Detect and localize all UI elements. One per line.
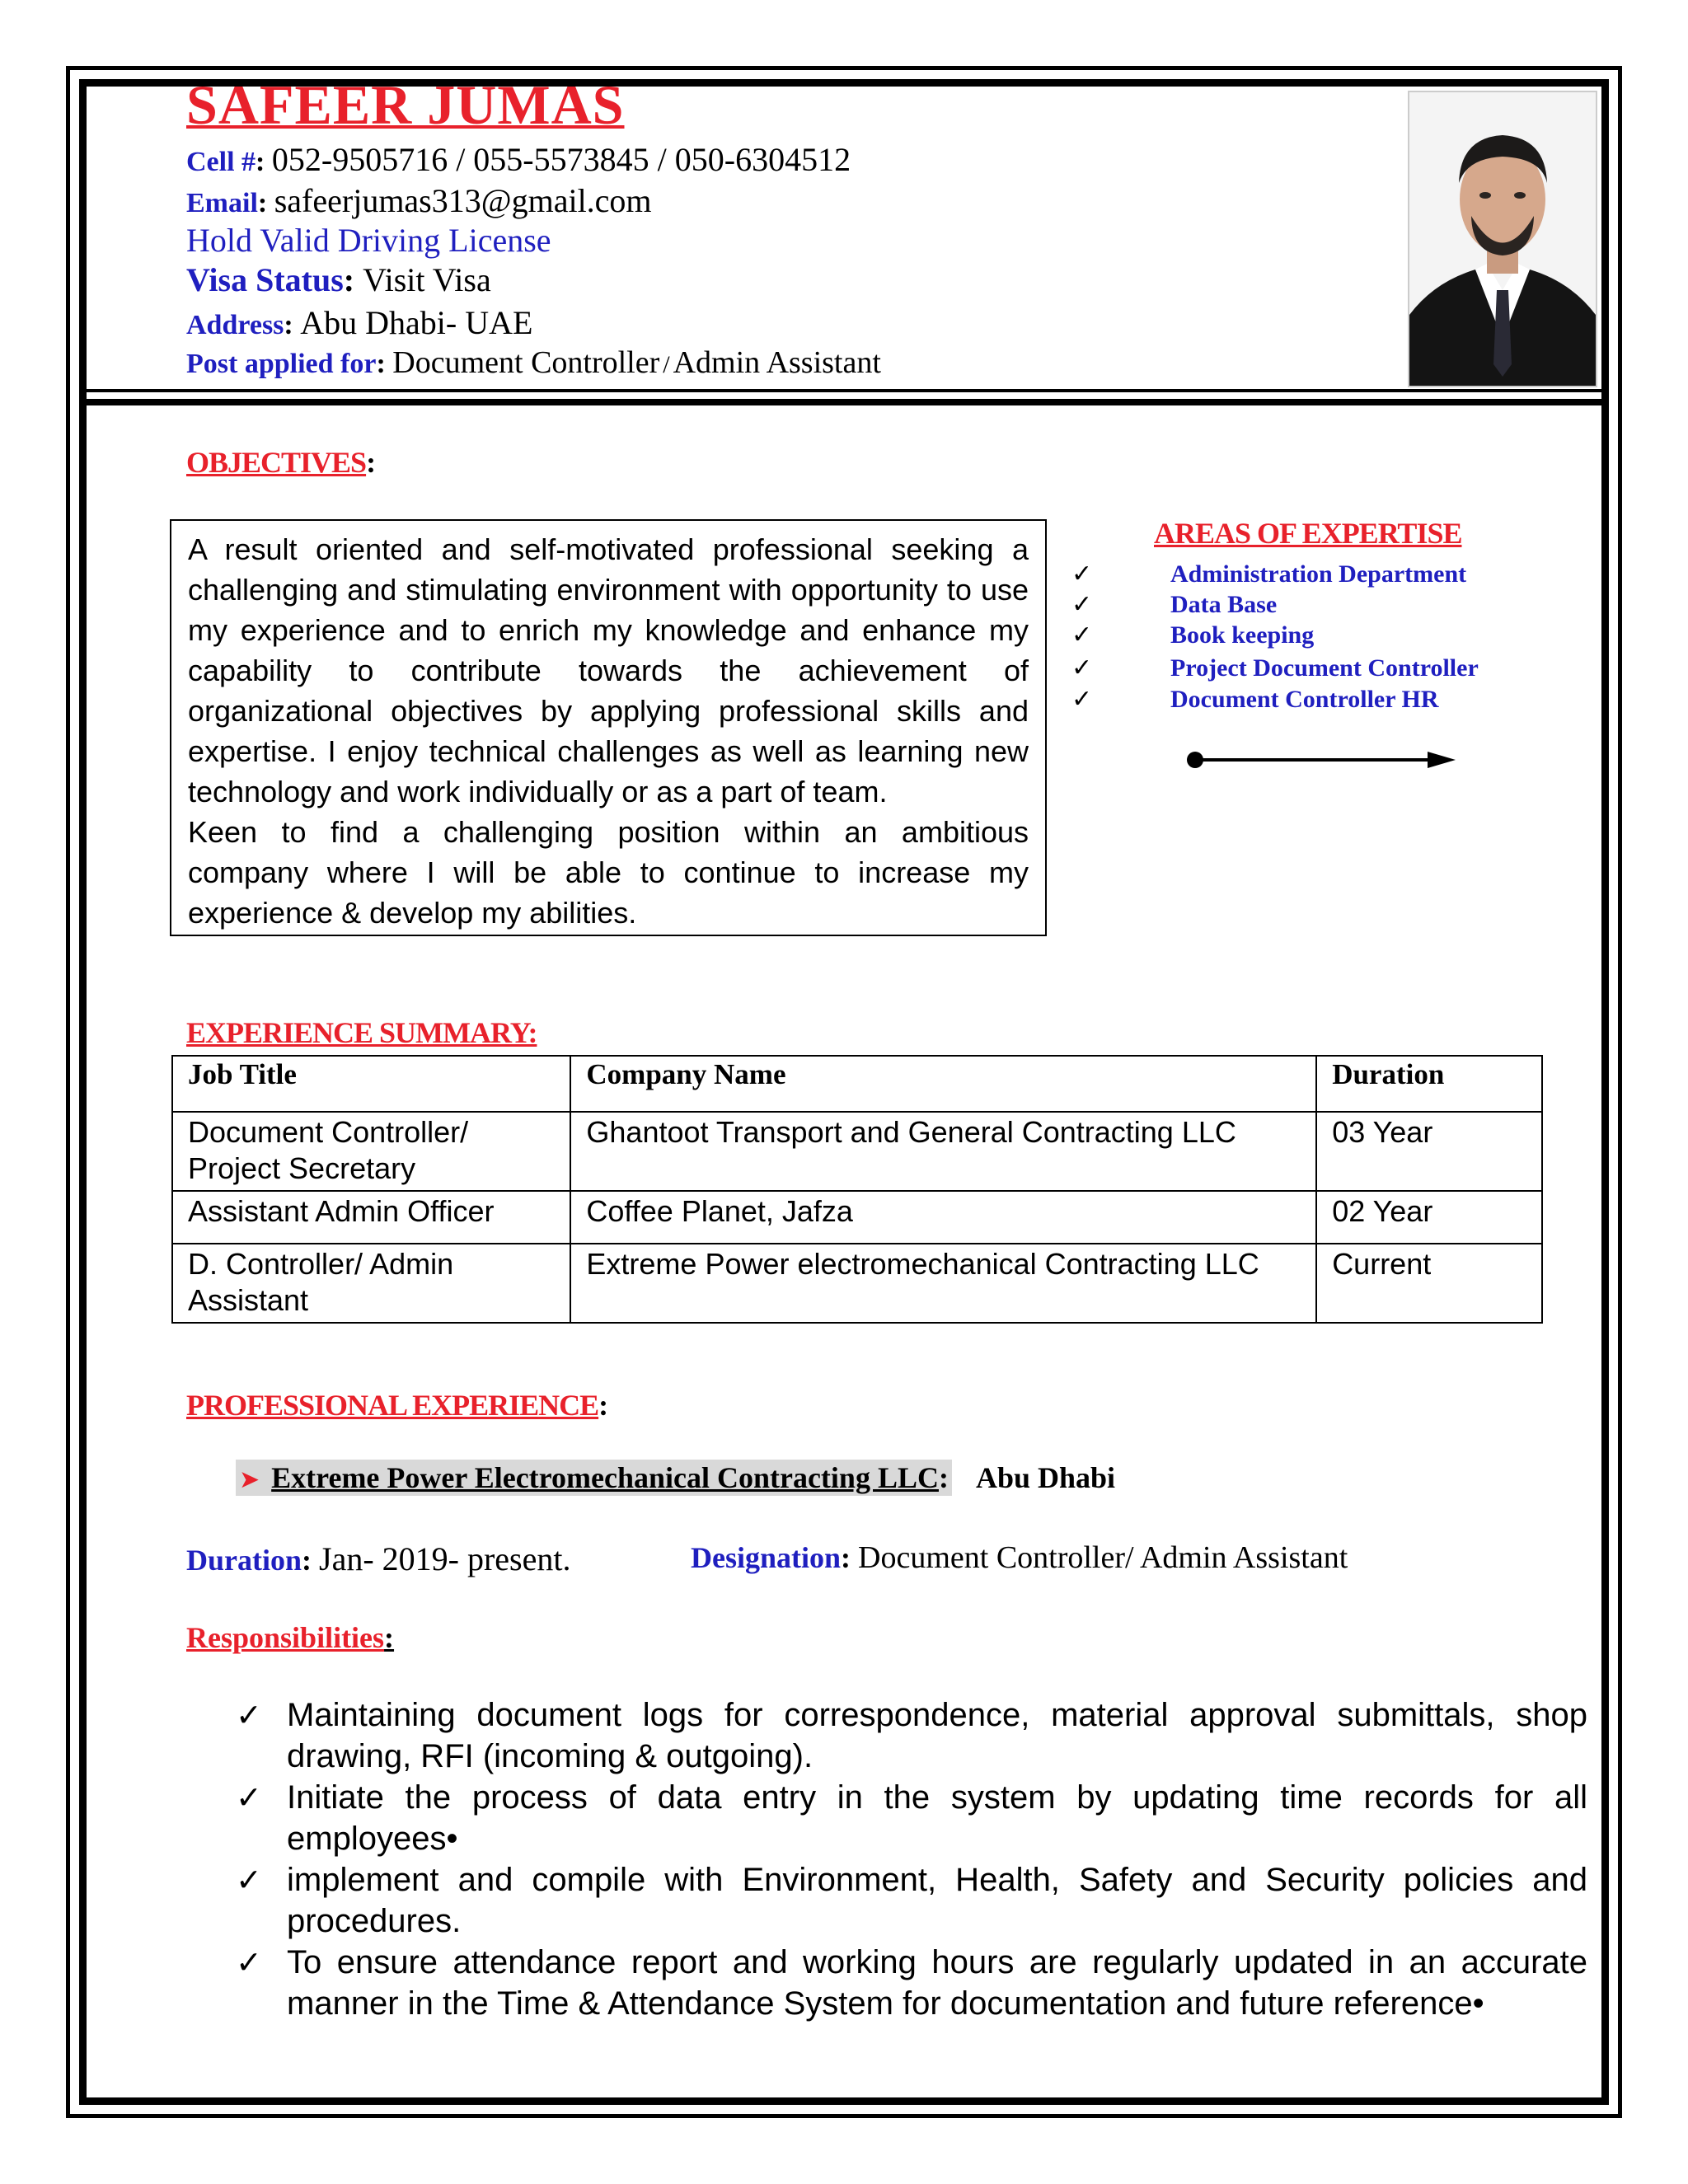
company-highlight: ➤ Extreme Power Electromechanical Contracting LLC: — [236, 1460, 952, 1496]
list-item: ✓ To ensure attendance report and working hours are regularly updated in an accurate manner in the Time & Attendance System for documentation and future reference• — [236, 1942, 1587, 2024]
check-icon: ✓ — [1071, 685, 1093, 714]
column-header: Job Title — [172, 1056, 570, 1112]
address-value: Abu Dhabi- UAE — [300, 304, 533, 341]
table-row — [172, 1191, 1542, 1244]
check-icon: ✓ — [1071, 654, 1093, 682]
visa-line: Visa Status: Visit Visa — [186, 261, 491, 298]
expertise-item: ✓ Document Controller HR — [1071, 685, 1439, 714]
job-title-cell: Document Controller/ Project Secretary — [172, 1112, 570, 1191]
list-item: ✓ Maintaining document logs for correspondence, material approval submittals, shop drawing, RFI (incoming & outgoing). — [236, 1694, 1587, 1777]
expertise-item: ✓ Book keeping — [1071, 621, 1315, 649]
duration-line: Duration: Jan- 2019- present. — [186, 1540, 571, 1577]
post-value: Document Controller — [392, 345, 660, 380]
objectives-heading: OBJECTIVES: — [186, 446, 376, 479]
email-value[interactable]: safeerjumas313@gmail.com — [274, 182, 652, 219]
arrow-bullet-icon: ➤ — [239, 1465, 260, 1494]
designation-value: Document Controller/ Admin Assistant — [858, 1540, 1348, 1575]
column-header: Duration — [1316, 1056, 1542, 1112]
arrow-right-icon — [1180, 745, 1461, 775]
check-icon: ✓ — [236, 1862, 262, 1898]
expertise-item: ✓ Administration Department — [1071, 560, 1467, 588]
visa-label: Visa Status — [186, 261, 344, 298]
cell-value: 052-9505716 / 055-5573845 / 050-6304512 — [271, 141, 851, 178]
experience-table — [171, 1055, 1543, 1324]
duration-value: Jan- 2019- present. — [319, 1540, 571, 1577]
company-name: Extreme Power Electromechanical Contracting LLC — [271, 1461, 939, 1494]
license-line: Hold Valid Driving License — [186, 222, 551, 259]
responsibilities-heading: Responsibilities: — [186, 1621, 395, 1654]
check-icon: ✓ — [1071, 590, 1093, 619]
check-icon: ✓ — [1071, 621, 1093, 649]
profile-photo — [1408, 91, 1597, 387]
company-cell: Coffee Planet, Jafza — [570, 1191, 1316, 1244]
professional-experience-heading: PROFESSIONAL EXPERIENCE: — [186, 1389, 608, 1422]
table-row — [172, 1112, 1542, 1191]
designation-line: Designation: Document Controller/ Admin Assistant — [691, 1540, 1348, 1575]
check-icon: ✓ — [236, 1779, 262, 1816]
duration-cell: 03 Year — [1316, 1112, 1542, 1191]
email-label: Email — [186, 188, 258, 218]
company-cell: Ghantoot Transport and General Contracting LLC — [570, 1112, 1316, 1191]
responsibilities-list — [236, 1694, 1587, 2024]
column-header: Company Name — [570, 1056, 1316, 1112]
list-item: ✓ implement and compile with Environment, Health, Safety and Security policies and procedures. — [236, 1859, 1587, 1942]
header-divider-thick — [79, 399, 1609, 405]
job-title-cell: Assistant Admin Officer — [172, 1191, 570, 1244]
header-divider — [79, 389, 1609, 392]
experience-summary-heading: EXPERIENCE SUMMARY: — [186, 1016, 537, 1049]
portrait-illustration — [1409, 92, 1596, 386]
post-line: Post applied for: Document Controller / Admin Assistant — [186, 345, 881, 380]
table-row — [172, 1244, 1542, 1323]
visa-value: Visit Visa — [363, 261, 491, 298]
objectives-box — [170, 519, 1047, 936]
duration-label: Duration — [186, 1544, 302, 1577]
candidate-name: SAFEER JUMAS — [186, 73, 625, 136]
expertise-heading: AREAS OF EXPERTISE — [1154, 517, 1462, 550]
company-location: Abu Dhabi — [975, 1461, 1116, 1494]
check-icon: ✓ — [236, 1697, 262, 1733]
company-cell: Extreme Power electromechanical Contracting LLC — [570, 1244, 1316, 1323]
check-icon: ✓ — [236, 1944, 262, 1980]
check-icon: ✓ — [1071, 560, 1093, 588]
objective-paragraph-1: A result oriented and self-motivated professional seeking a challenging and stimulating environment with opportunity to use my experience and to enrich my knowledge and enhance my capability to contribute towards the achievement of organizational objectives by applying professional skills and expertise. I enjoy technical challenges as well as learning new technology and work individually or as a part of team. — [188, 532, 1029, 808]
designation-label: Designation — [691, 1541, 842, 1574]
expertise-item: ✓ Data Base — [1071, 590, 1278, 619]
table-header-row — [172, 1056, 1542, 1112]
expertise-item: ✓ Project Document Controller — [1071, 654, 1479, 682]
duration-cell: Current — [1316, 1244, 1542, 1323]
post-value-2: Admin Assistant — [673, 345, 881, 380]
address-label: Address — [186, 310, 284, 340]
email-line: Email: safeerjumas313@gmail.com — [186, 182, 652, 219]
post-separator: / — [663, 351, 670, 378]
company-line — [236, 1460, 1115, 1495]
objective-paragraph-2: Keen to find a challenging position within an ambitious company where I will be able to continue to increase my experience & develop my abilities. — [188, 815, 1029, 930]
job-title-cell: D. Controller/ Admin Assistant — [172, 1244, 570, 1323]
post-label: Post applied for — [186, 349, 377, 379]
cell-label: Cell # — [186, 147, 256, 177]
list-item: ✓ Initiate the process of data entry in the system by updating time records for all employees• — [236, 1777, 1587, 1859]
duration-cell: 02 Year — [1316, 1191, 1542, 1244]
address-line: Address: Abu Dhabi- UAE — [186, 304, 533, 341]
cell-line: Cell #: 052-9505716 / 055-5573845 / 050-6304512 — [186, 141, 851, 178]
